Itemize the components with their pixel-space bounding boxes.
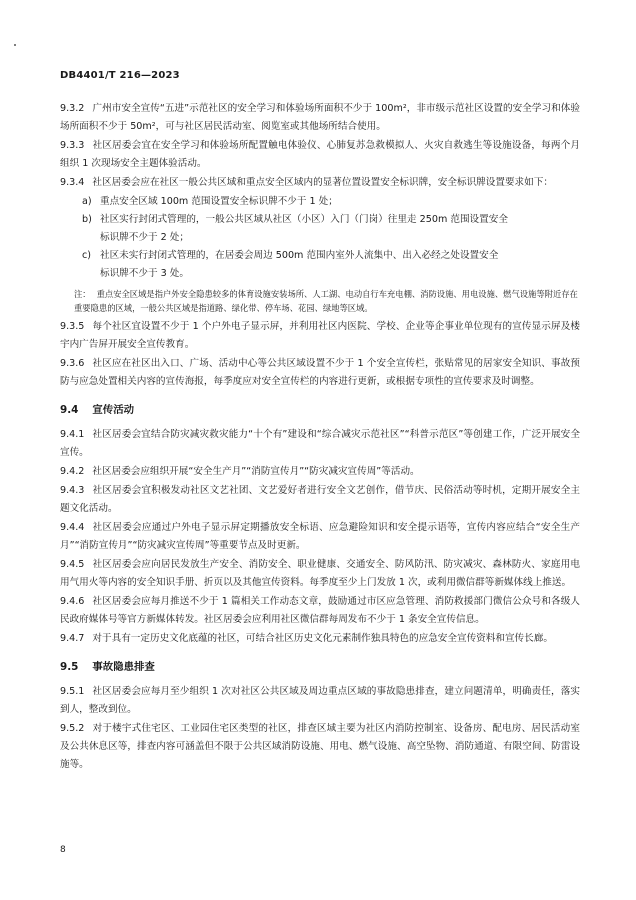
clause-text: 社区居委会应向居民发放生产安全、消防安全、职业健康、交通安全、防风防汛、防灾减灾、森林防火、家庭用电用气用火等内容的安全知识手册、折页以及其他宣传资料。每季度至少上门发放 1 次，或利用微信群等新媒体线上推送。 [60,559,580,588]
clause-text: 社区居委会宜结合防灾减灾救灾能力“十个有”建设和“综合减灾示范社区”“科普示范区”等创建工作，广泛开展安全宣传。 [60,429,580,458]
clause-text: 社区居委会宜在安全学习和体验场所配置触电体验仪、心肺复苏急救模拟人、火灾自救逃生等设施设备，每两个月组织 1 次现场安全主题体验活动。 [60,140,580,169]
section-heading [60,401,580,419]
list-item-label: c) [82,250,92,261]
note-label: 注： [74,289,91,299]
clause-number: 9.3.2 [60,103,85,114]
clause-number: 9.4.2 [60,466,85,477]
clause-paragraph [60,720,580,774]
clause-paragraph [60,482,580,518]
section-title: 事故隐患排查 [92,661,155,673]
list-item [60,247,580,265]
list-item-text: 社区实行封闭式管理的，一般公共区域从社区（小区）入门（门岗）往里走 250m 范围设置安全 [100,214,508,225]
clause-paragraph [60,593,580,629]
clause-number: 9.3.6 [60,358,85,369]
clause-text: 社区居委会应每月推送不少于 1 篇相关工作动态文章，鼓励通过市区应急管理、消防救援部门微信公众号和各级人民政府媒体号等官方新媒体转发。社区居委会应利用社区微信群每周发布不少于 1 条安全宣传信息。 [60,596,580,625]
clause-text: 社区应在社区出入口、广场、活动中心等公共区域设置不少于 1 个安全宣传栏，张贴常见的居家安全知识、事故预防与应急处置相关内容的宣传海报，每季度应对安全宣传栏的内容进行更新，或根据专项性的宣传要求及时调整。 [60,358,580,387]
clause-paragraph [60,630,580,648]
list-item-label: a) [82,196,92,207]
section-title: 宣传活动 [92,404,134,416]
clause-text: 对于具有一定历史文化底蕴的社区，可结合社区历史文化元素制作独具特色的应急安全宣传资料和宣传长廊。 [92,633,553,644]
document-body [60,100,580,775]
clause-text: 社区居委会应每月至少组织 1 次对社区公共区域及周边重点区域的事故隐患排查，建立问题清单，明确责任，落实到人，整改到位。 [60,686,580,715]
clause-text: 每个社区宜设置不少于 1 个户外电子显示屏，并利用社区内医院、学校、企业等企事业单位现有的宣传显示屏及楼宇内广告屏开展安全宣传教育。 [60,321,580,350]
list-item [60,211,580,229]
page-number: 8 [60,845,66,855]
section-number: 9.4 [60,404,79,416]
note-text: 重点安全区域是指户外安全隐患较多的体育设施安装场所、人工湖、电动自行车充电棚、消防设施、用电设施、燃气设施等附近存在重要隐患的区域，一般公共区域是指道路、绿化带、停车场、花园、绿地等区域。 [74,289,578,313]
clause-number: 9.5.1 [60,686,85,697]
clause-paragraph [60,426,580,462]
clause-paragraph [60,100,580,136]
scan-speck [14,44,16,46]
clause-number: 9.3.5 [60,321,85,332]
clause-text: 社区居委会应组织开展“安全生产月”“消防宣传月”“防灾减灾宣传周”等活动。 [92,466,420,477]
list-item [60,193,580,211]
clause-number: 9.4.3 [60,485,85,496]
clause-text: 社区居委会应在社区一般公共区域和重点安全区域内的显著位置设置安全标识牌，安全标识牌设置要求如下： [92,177,553,188]
clause-number: 9.5.2 [60,723,85,734]
clause-number: 9.4.6 [60,596,85,607]
clause-paragraph [60,463,580,481]
clause-text: 社区居委会应通过户外电子显示屏定期播放安全标语、应急避险知识和安全提示语等，宣传内容应结合“安全生产月”“消防宣传月”“防灾减灾宣传周”等重要节点及时更新。 [60,522,580,551]
clause-number: 9.4.5 [60,559,85,570]
clause-text: 对于楼宇式住宅区、工业园住宅区类型的社区，排查区域主要为社区内消防控制室、设备房、配电房、居民活动室及公共休息区等，排查内容可涵盖但不限于公共区域消防设施、用电、燃气设施、高空坠物、消防通道、有限空间、防雷设施等。 [60,723,580,770]
clause-paragraph [60,137,580,173]
section-number: 9.5 [60,661,79,673]
clause-paragraph [60,174,580,192]
list-item-continuation: 标识牌不少于 2 处； [100,232,189,243]
clause-text: 广州市安全宣传“五进”示范社区的安全学习和体验场所面积不少于 100m²，非市级示范社区设置的安全学习和体验场所面积不少于 50m²，可与社区居民活动室、阅览室或其他场所结合使用。 [60,103,580,132]
section-heading [60,658,580,676]
list-item-label: b) [82,214,92,225]
clause-number: 9.4.7 [60,633,85,644]
clause-text: 社区居委会宜积极发动社区文艺社团、文艺爱好者进行安全文艺创作，借节庆、民俗活动等时机，定期开展安全主题文化活动。 [60,485,580,514]
document-code: DB4401/T 216—2023 [60,70,180,81]
clause-paragraph [60,683,580,719]
clause-number: 9.4.4 [60,522,85,533]
clause-paragraph [60,556,580,592]
list-item-continuation: 标识牌不少于 3 处。 [100,268,189,279]
clause-paragraph [60,519,580,555]
clause-paragraph [60,318,580,354]
clause-paragraph [60,355,580,391]
clause-number: 9.3.4 [60,177,85,188]
list-item-text: 社区未实行封闭式管理的，在居委会周边 500m 范围内室外人流集中、出入必经之处设置安全 [100,250,499,261]
note [60,287,580,315]
clause-number: 9.3.3 [60,140,85,151]
list-item-text: 重点安全区域 100m 范围设置安全标识牌不少于 1 处； [100,196,338,207]
clause-number: 9.4.1 [60,429,85,440]
